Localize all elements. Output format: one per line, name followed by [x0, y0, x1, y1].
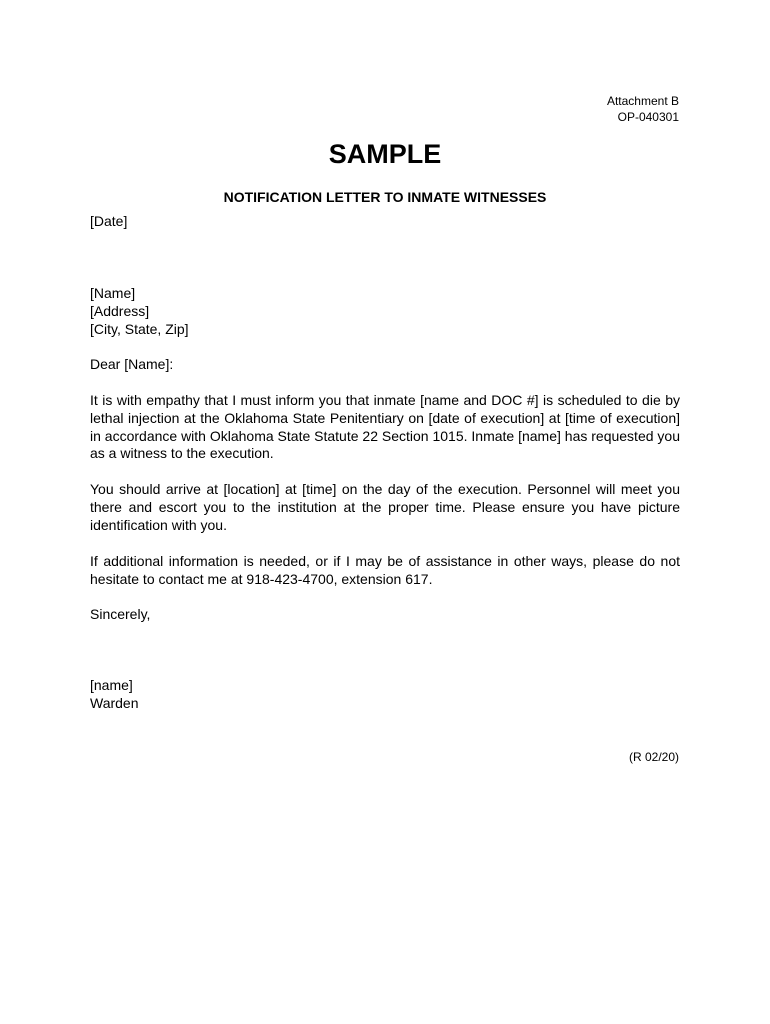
- recipient-city-state-zip: [City, State, Zip]: [90, 320, 189, 337]
- signature-name: [name]: [90, 677, 133, 693]
- recipient-name: [Name]: [90, 285, 136, 301]
- recipient-address: [90, 285, 680, 338]
- salutation: Dear [Name]:: [90, 356, 174, 372]
- page-title: SAMPLE: [328, 139, 442, 169]
- paragraph-notification: It is with empathy that I must inform you that inmate [name and DOC #] is scheduled to die by lethal injection at the Oklahoma State Penitentiary on [date of execution] at [time of execution] in accordance with Oklahoma State Statute 22 Section 1015. Inmate [name] has requested you as a witness to the execution.: [90, 392, 680, 462]
- signature-block: [90, 677, 680, 713]
- paragraph-arrival: You should arrive at [location] at [time] on the day of the execution. Personnel will meet you there and escort you to the institution at the proper time. Please ensure you have picture identification with you.: [90, 481, 680, 533]
- op-number: OP-040301: [617, 110, 679, 124]
- paragraph-contact: If additional information is needed, or if I may be of assistance in other ways, please do not hesitate to contact me at 918-423-4700, extension 617.: [90, 553, 680, 587]
- signature-title: Warden: [90, 694, 139, 711]
- closing: Sincerely,: [90, 606, 151, 622]
- document-reference: [607, 93, 679, 125]
- recipient-street: [Address]: [90, 302, 150, 319]
- attachment-label: Attachment B: [606, 94, 679, 108]
- date-placeholder: [Date]: [90, 213, 128, 229]
- letter-subtitle: NOTIFICATION LETTER TO INMATE WITNESSES: [223, 189, 547, 205]
- revision-code: (R 02/20): [628, 750, 679, 764]
